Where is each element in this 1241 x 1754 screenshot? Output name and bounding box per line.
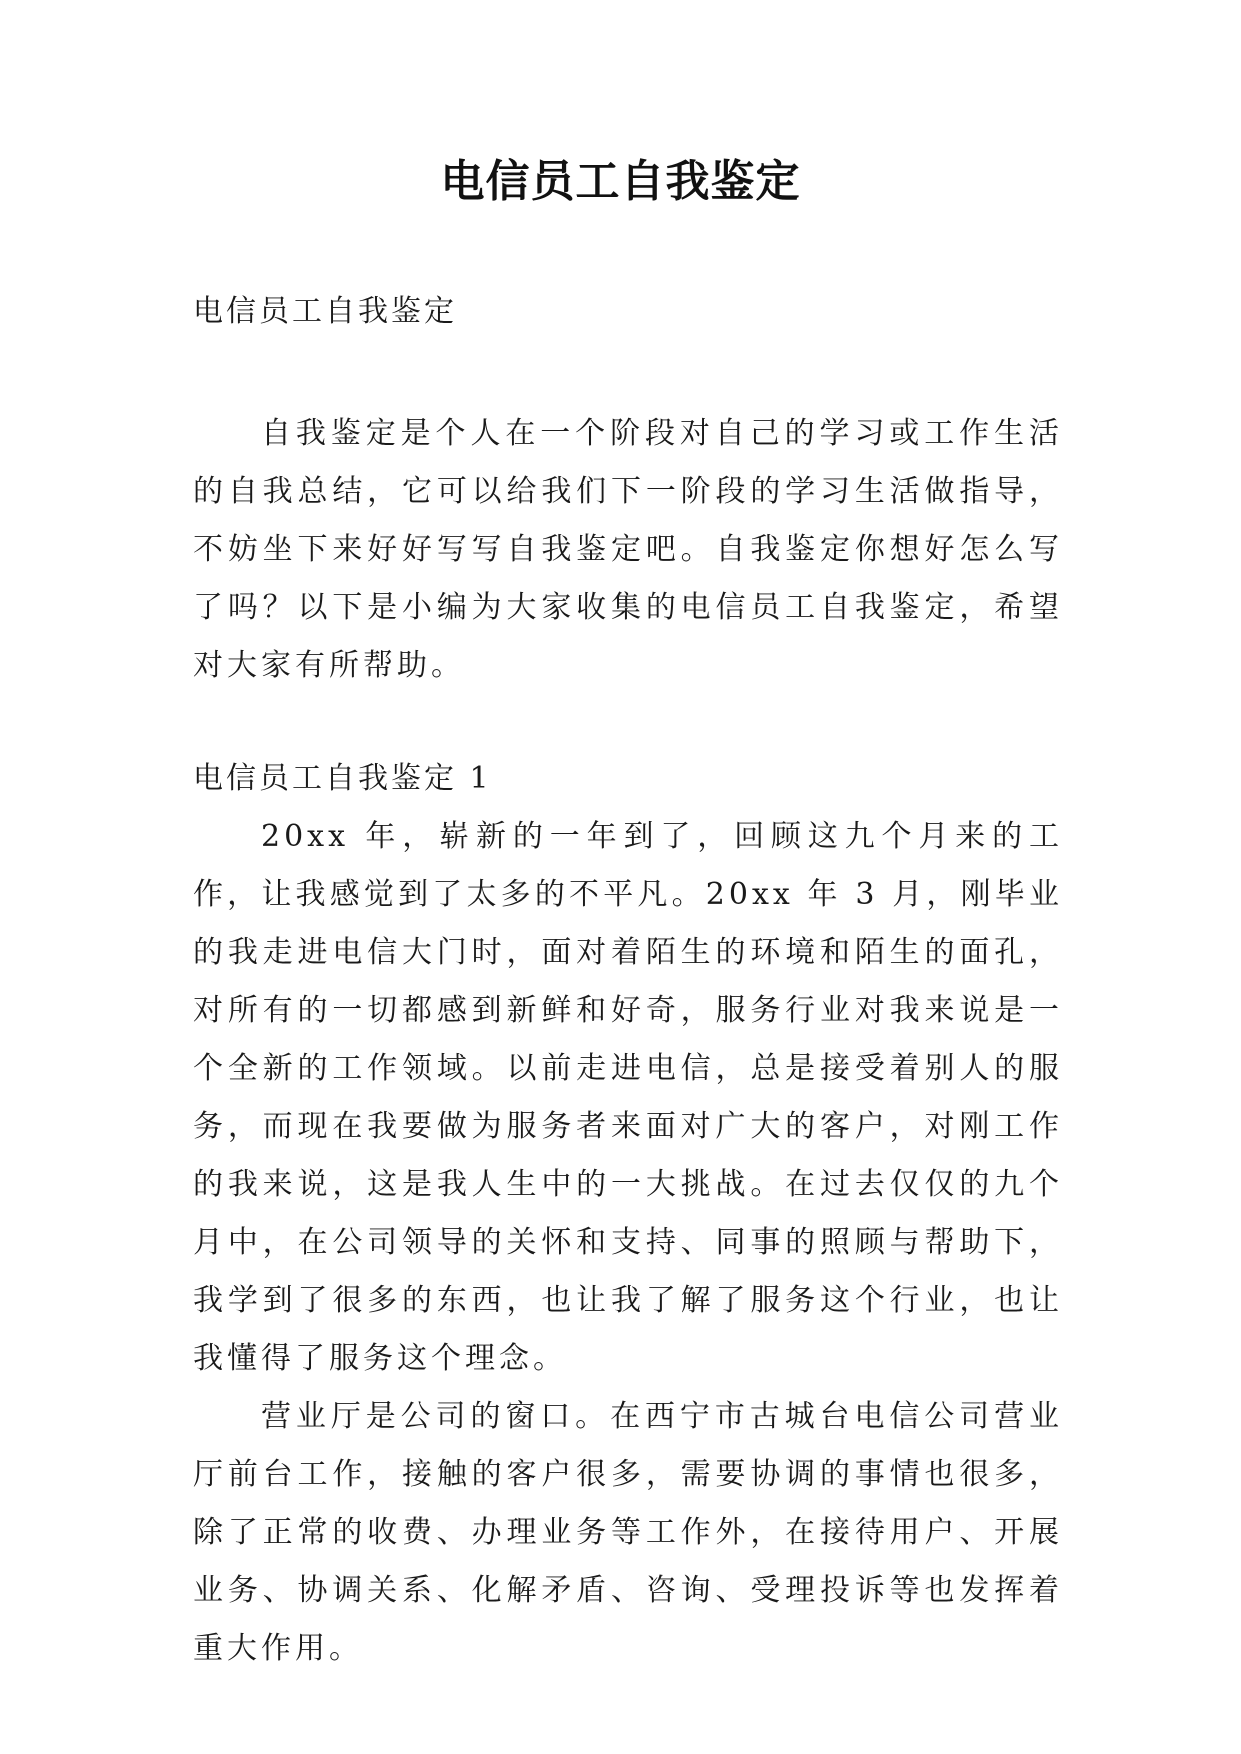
body-paragraph: 营业厅是公司的窗口。在西宁市古城台电信公司营业厅前台工作，接触的客户很多，需要协调的事情也很多，除了正常的收费、办理业务等工作外，在接待用户、开展业务、协调关系、化解矛盾、咨询、受理投诉等也发挥着重大作用。	[193, 1399, 1063, 1666]
section-heading: 电信员工自我鉴定 1	[193, 761, 492, 796]
intro-paragraph: 自我鉴定是个人在一个阶段对自己的学习或工作生活的自我总结，它可以给我们下一阶段的学习生活做指导，不妨坐下来好好写写自我鉴定吧。自我鉴定你想好怎么写了吗？以下是小编为大家收集的电信员工自我鉴定，希望对大家有所帮助。	[193, 416, 1063, 683]
spacer	[193, 332, 1063, 405]
document-title: 电信员工自我鉴定	[440, 156, 801, 207]
spacer	[193, 695, 1063, 750]
body-paragraph: 20xx 年，崭新的一年到了，回顾这九个月来的工作，让我感觉到了太多的不平凡。20xx 年 3 月，刚毕业的我走进电信大门时，面对着陌生的环境和陌生的面孔，对所有的一切都感到新鲜和好奇，服务行业对我来说是一个全新的工作领域。以前走进电信，总是接受着别人的服务，而现在我要做为服务者来面对广大的客户，对刚工作的我来说，这是我人生中的一大挑战。在过去仅仅的九个月中，在公司领导的关怀和支持、同事的照顾与帮助下，我学到了很多的东西，也让我了解了服务这个行业，也让我懂得了服务这个理念。	[193, 819, 1063, 1376]
document-body	[193, 292, 1063, 1678]
document-subtitle: 电信员工自我鉴定	[193, 294, 457, 329]
